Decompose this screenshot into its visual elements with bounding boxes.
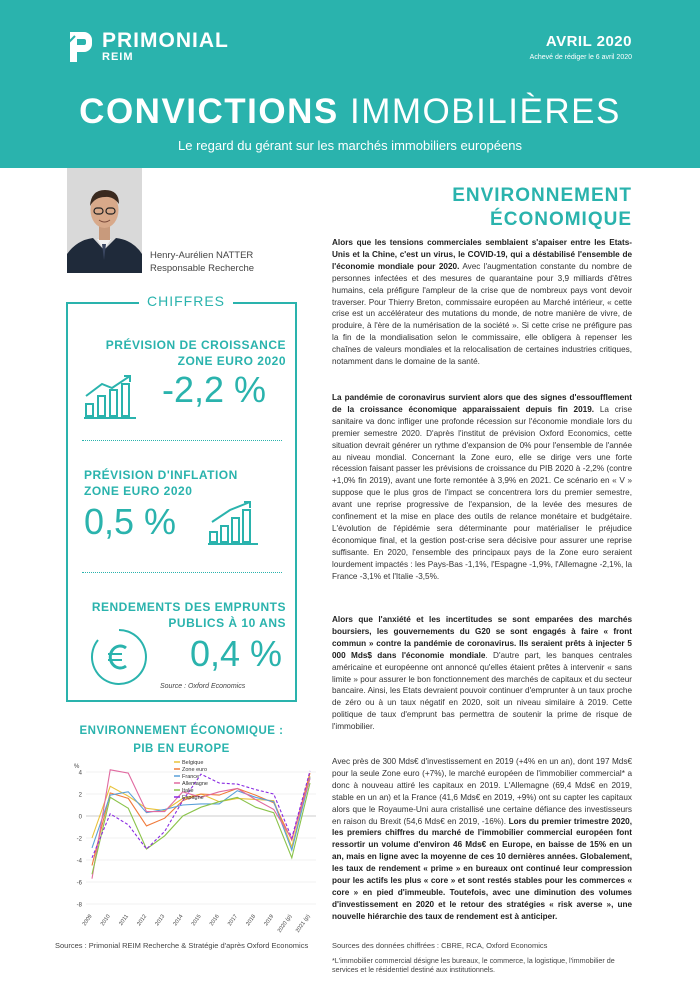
paragraph-bold-tail: Lors du premier trimestre 2020, les premiers chiffres du marché de l'immobilier commercial européen font ressortir un volume d'environ 46 Mds€ en Europe, en baisse de 15% en un an, mais en ligne avec la moyenne de ces 10 dernières années. Globalement, les taux de rendement « prime » en bureaux ont continué leur compression pour les actifs les plus « core » et sont restés stables pour les commerces « core » en pied d'immeuble. Toutefois, avec une diminution des volumes d'investissement en 2020 et le retour des stratégies « risk averse », une nouvelle hiérarchie des taux de rendement est à anticiper. (332, 816, 632, 921)
chart-x-tick-label: 2014 (172, 913, 185, 928)
kpi-inflation-label (84, 467, 238, 499)
euro-icon (90, 628, 148, 686)
kpi-yield-label-line1: RENDEMENTS DES EMPRUNTS (91, 600, 286, 614)
header-banner (0, 0, 700, 168)
chart-legend-label: Zone euro (182, 767, 208, 773)
author-portrait-icon (67, 168, 142, 273)
kpi-inflation-label-line1: PRÉVISION D'INFLATION (84, 468, 238, 482)
kpi-source: Source : Oxford Economics (160, 683, 246, 690)
kpi-inflation-value: 0,5 % (84, 501, 177, 542)
kpi-separator (82, 572, 282, 573)
brand-logo[interactable] (66, 30, 229, 64)
chart-x-tick-label: 2017 (227, 913, 239, 928)
paragraph-lead: Alors que l'anxiété et les incertitudes se sont emparées des marchés boursiers, les gouvernements du G20 se sont engagés à faire « front commun » contre la pandémie de coronavirus. Ils seraient prêts à injecter 5 000 Mds$ dans l'économie mondiale (332, 615, 632, 660)
chart-y-tick-label: 4 (78, 770, 82, 777)
kpi-yield-value: 0,4 % (190, 633, 283, 674)
paragraph (332, 756, 632, 923)
section-title-line2: ÉCONOMIQUE (490, 209, 632, 230)
chart-x-tick-label: 2015 (190, 913, 203, 928)
gdp-line-chart (66, 758, 326, 938)
author-role: Responsable Recherche (150, 263, 255, 274)
brand-name: PRIMONIAL (102, 29, 229, 52)
growth-bars-icon (84, 374, 142, 420)
kpi-growth-value: -2,2 % (162, 369, 267, 410)
paragraph-text: Avec près de 300 Mds€ d'investissement en 2019 (+4% en un an), dont 197 Mds€ pour la seule Zone euro (+7%), le marché européen de l'immobilier commercial* a donc à nouveau attiré les capitaux en 2019. L'Allemagne (69,4 Mds€ en 2019, stable en un an) et la France (41,6 Mds€ en 2019, +9%) ont su capter les capitaux alors que le Royaume-Uni aura cristallisé une certaine défiance des investisseurs en raison du Brexit (54,6 Mds€ en 2019, -16%). (332, 757, 632, 826)
author-name: Henry-Aurélien NATTER (150, 250, 254, 261)
chart-legend-label: Belgique (182, 760, 204, 766)
figures-title: CHIFFRES (139, 293, 233, 309)
footnote: *L'immobilier commercial désigne les bureaux, le commerce, la logistique, l'immobilier de services et le résidentiel destiné aux institutionnels. (332, 956, 615, 974)
section-title-line1: ENVIRONNEMENT (452, 185, 632, 206)
paragraph-text: Avec l'augmentation constante du nombre de personnes infectées et des mesures de quarantaine pour 3,9 milliards d'êtres humains, cela préfigure l'ampleur de la crise que de nombreux pays vont devoir traverser. Pour Thierry Breton, commissaire européen au Marché intérieur, « cette crise est un accélérateur des mutations du monde, de notre manière de vivre, de produire, à l'ère de la numérisation de la société ». Si cette crise ne préfigure pas la fin de la mondialisation selon le commissaire, elle obligera à repenser les chaînes de valeurs mondiales et la relocalisation de certaines industries critiques, notamment dans le domaine de la santé. (332, 261, 632, 367)
chart-y-tick-label: 0 (78, 814, 82, 821)
chart-x-tick-label: 2010 (99, 913, 112, 928)
chart-x-tick-label: 2009 (81, 913, 94, 928)
page-title-bold: CONVICTIONS (79, 92, 339, 131)
chart-x-tick-label: 2020 (p) (276, 913, 294, 934)
chart-x-tick-label: 2021 (p) (294, 913, 312, 934)
chart-y-axis-label: % (74, 764, 80, 770)
kpi-separator (82, 440, 282, 441)
chart-series-line (92, 778, 310, 851)
chart-x-tick-label: 2016 (208, 913, 221, 928)
paragraph-lead: Alors que les tensions commerciales semblaient s'apaiser entre les Etats-Unis et la Chine, c'est un virus, le COVID-19, qui a déstabilisé l'ensemble de l'économie mondiale pour 2020. (332, 238, 632, 271)
kpi-growth-label (106, 337, 286, 369)
kpi-growth-label-line1: PRÉVISION DE CROISSANCE (105, 338, 286, 352)
chart-title (66, 722, 297, 758)
paragraph (332, 237, 632, 368)
page-title-light: IMMOBILIÈRES (349, 92, 621, 131)
paragraph-lead: La pandémie de coronavirus survient alors que des signes d'essoufflement de la croissance économique apparaissaient depuis fin 2019. (332, 393, 632, 414)
chart-title-line1: ENVIRONNEMENT ÉCONOMIQUE : (79, 725, 284, 737)
section-title (452, 184, 632, 232)
kpi-growth-label-line2: ZONE EURO 2020 (177, 354, 286, 368)
page-title (0, 92, 700, 132)
paragraph-text: La crise sanitaire va donc infliger une profonde récession sur l'économie mondiale lors du premier semestre 2020. D'après l'institut de prévision Oxford Economics, cette situation devrait générer un rythme d'expansion de 0% pour l'ensemble de l'année au niveau mondial. Concernant la Zone euro, elle se dirige vers une forte récession faisant passer les prévisions de croissance du PIB 2020 à -2,2% (contre +1,0% fin 2019), avant une forte remontée à 3,9% en 2021. Ce scénario en « V » suppose que le plus gros de l'impact se concentrera lors du premier semestre, avant une reprise progressive de l'expansion, de la levée des mesures de confinement et la mise en place des outils de relance monétaire et budgétaire. L'évolution de l'épidémie sera déterminante pour matérialiser le préjudice économique final, et la gestion post-crise sera décisive pour assurer une reprise suffisante. En 2020, l'ensemble des principaux pays de la Zone euro seraient lourdement impactés : les Pays-Bas -1,1%, l'Espagne -1,9%, l'Allemagne -2,1%, la France -3,1% et l'Italie -3,5%. (332, 404, 632, 581)
issue-date: AVRIL 2020 (545, 33, 632, 50)
sources-left: Sources : Primonial REIM Recherche & Stratégie d'après Oxford Economics (55, 941, 309, 950)
chart-y-tick-label: -6 (76, 880, 82, 887)
chart-x-tick-label: 2011 (118, 913, 130, 927)
chart-x-tick-label: 2012 (136, 913, 149, 928)
chart-x-tick-label: 2018 (245, 913, 258, 928)
chart-legend-label: Italie (182, 788, 194, 794)
chart-legend-label: Espagne (182, 795, 204, 801)
sources-right: Sources des données chiffrées : CBRE, RCA, Oxford Economics (332, 941, 548, 950)
issue-date-note: Achevé de rédiger le 6 avril 2020 (529, 54, 632, 61)
paragraph (332, 614, 632, 733)
chart-title-line2: PIB EN EUROPE (133, 743, 230, 755)
kpi-yield-label (92, 599, 286, 631)
kpi-inflation-label-line2: ZONE EURO 2020 (84, 484, 193, 498)
paragraph (332, 392, 632, 583)
paragraph-text: . D'autre part, les banques centrales américaine et européenne ont annoncé qu'elles étaient prêtes à intervenir « sans limite » pour assurer le bon fonctionnement des marchés de capitaux et du secteur bancaire. Ainsi, les Etats devraient pouvoir continuer d'emprunter à un taux proche de zéro ou à un taux négatif en 2020, soit un niveau similaire à 2019. Cette politique de taux d'emprunt bas permettra de soutenir la prime de risque de l'immobilier. (332, 650, 632, 732)
chart-legend-label: France (182, 774, 200, 780)
chart-legend-label: Allemagne (182, 781, 208, 787)
chart-y-tick-label: -4 (76, 858, 82, 865)
chart-x-tick-label: 2019 (263, 913, 276, 928)
primonial-logo-icon (66, 30, 94, 64)
inflation-bars-icon (208, 500, 264, 546)
chart-y-tick-label: 2 (78, 792, 82, 799)
brand-sub: REIM (102, 51, 134, 63)
chart-y-tick-label: -2 (76, 836, 82, 843)
chart-x-tick-label: 2013 (154, 913, 167, 928)
kpi-yield-label-line2: PUBLICS À 10 ANS (168, 616, 286, 630)
author-photo (67, 168, 142, 273)
page-subtitle: Le regard du gérant sur les marchés immobiliers européens (178, 138, 522, 153)
chart-y-tick-label: -8 (76, 902, 82, 909)
